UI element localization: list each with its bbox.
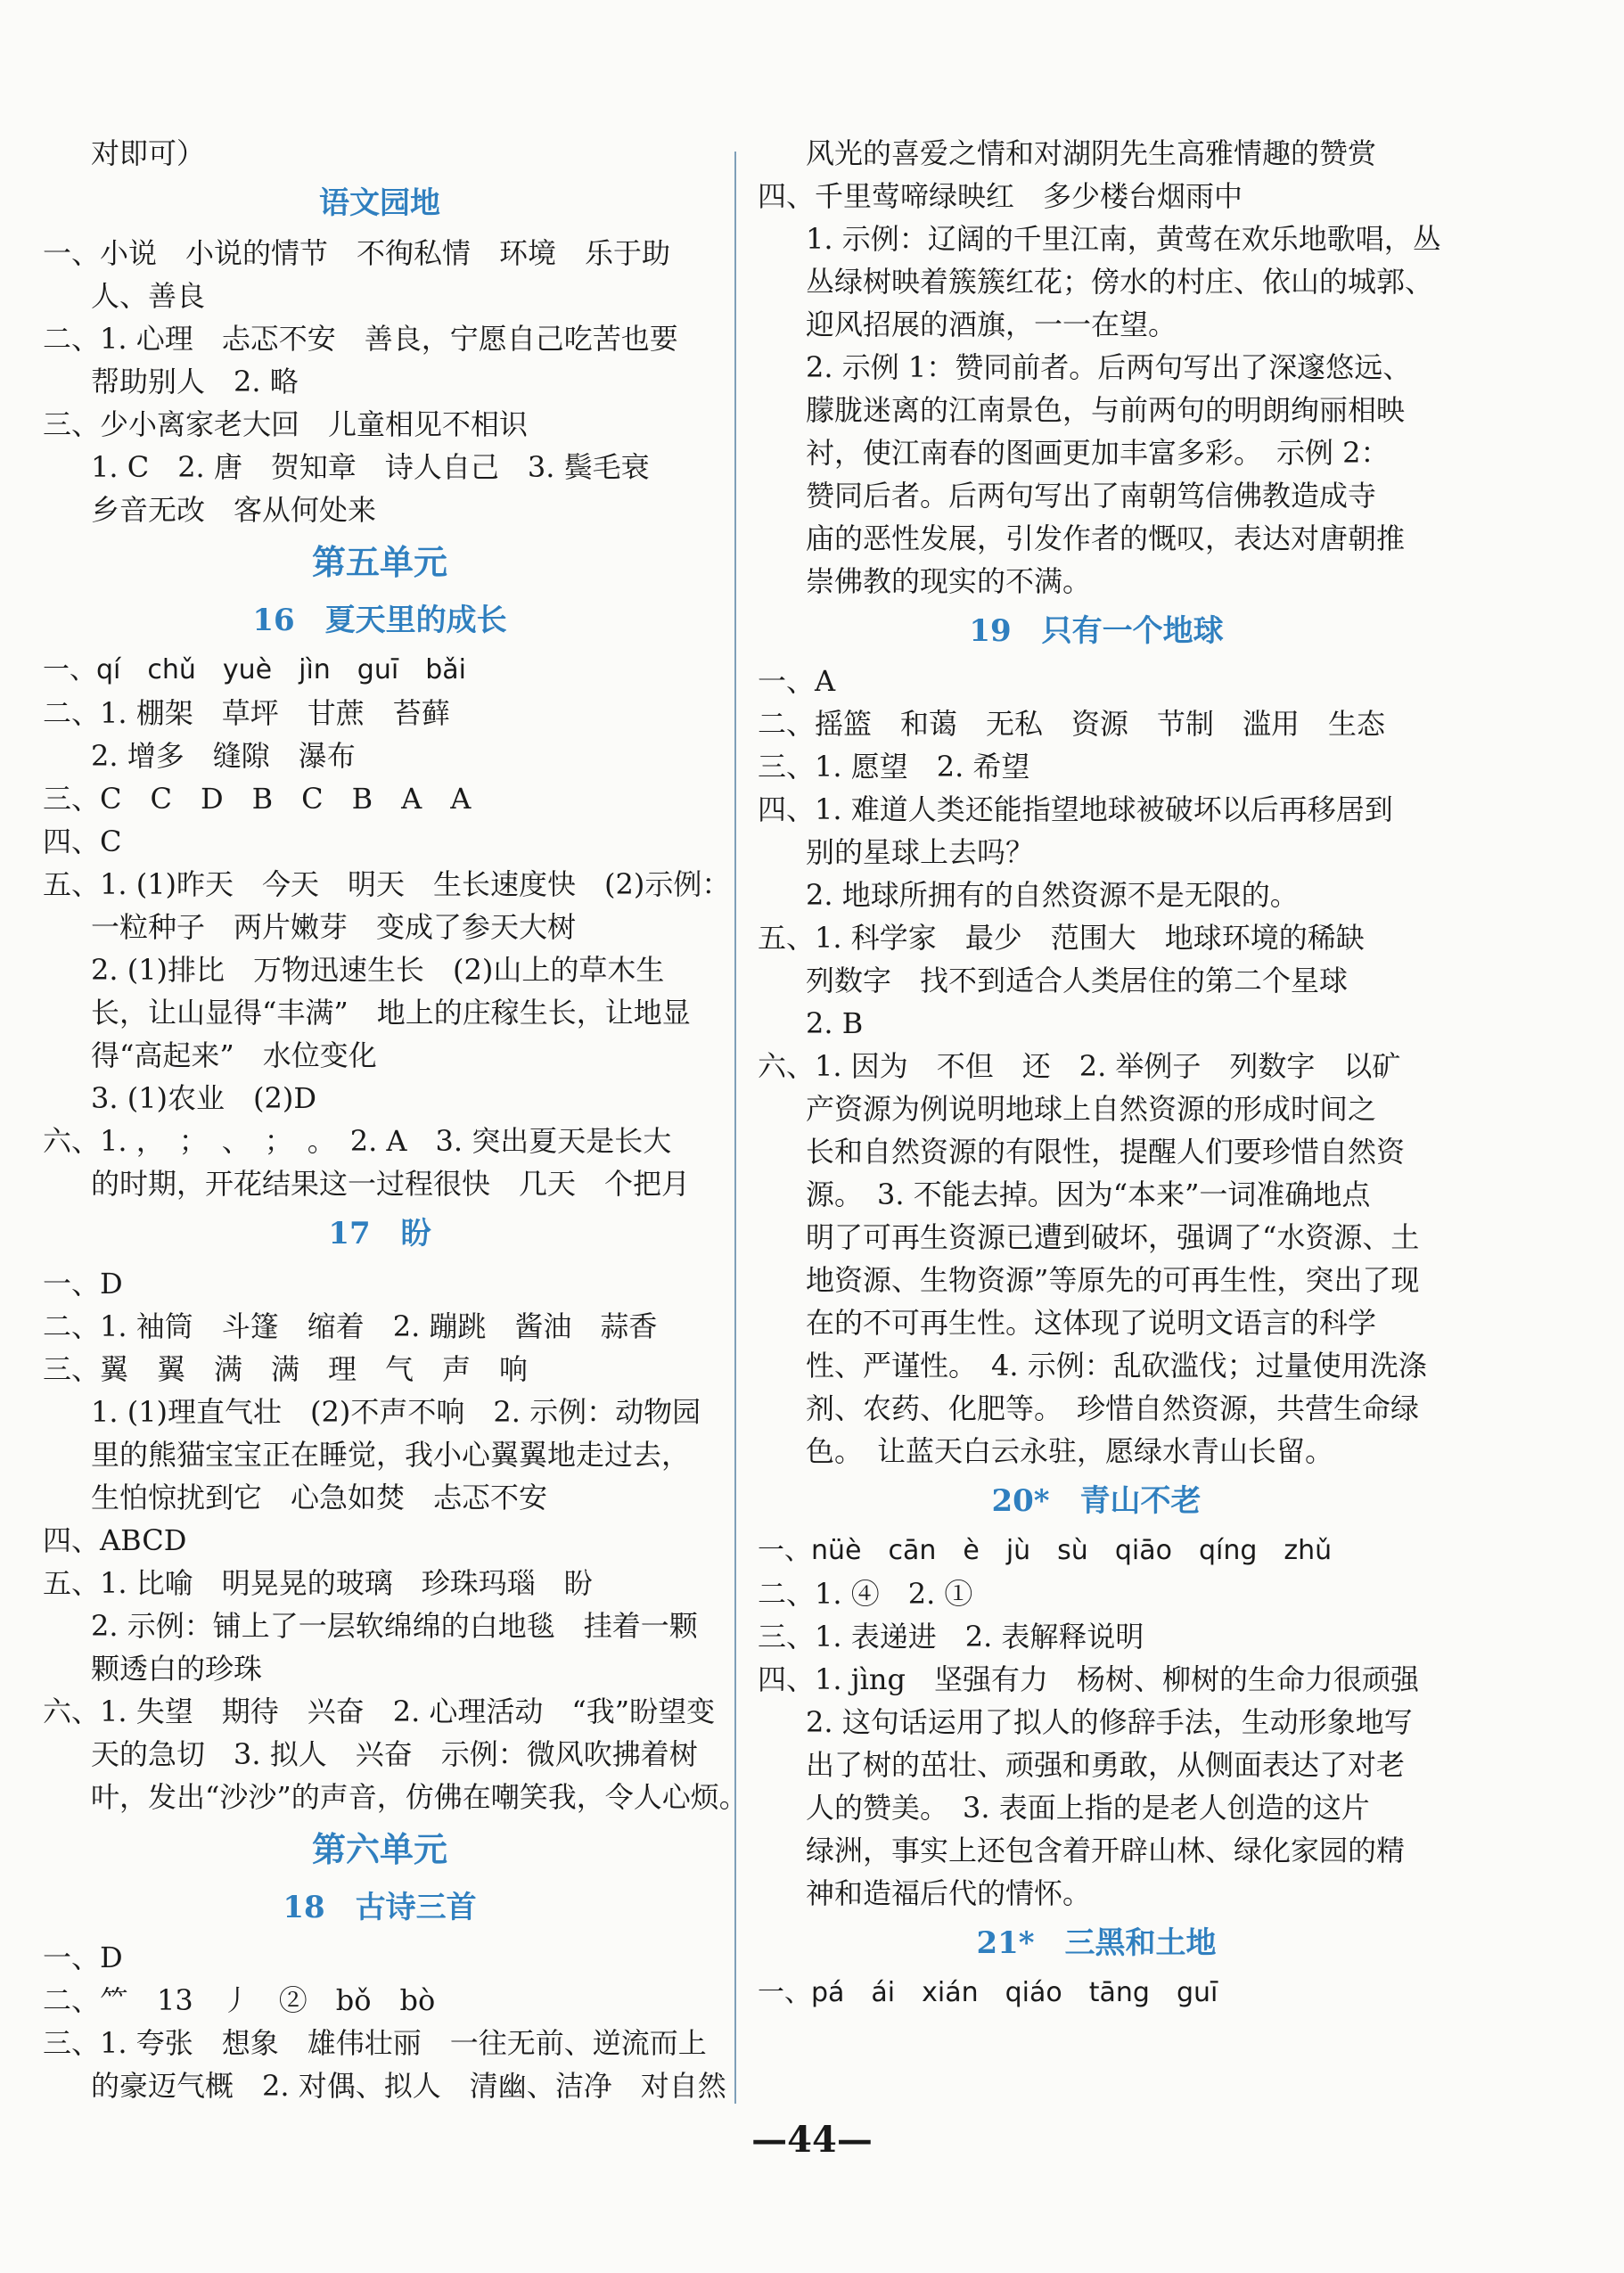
answer-line: 性、严谨性。 4. 示例：乱砍滥伐；过量使用洗涤 xyxy=(806,1349,1427,1383)
answer-line: 色。 让蓝天白云永驻，愿绿水青山长留。 xyxy=(806,1434,1334,1468)
unit-heading: 第六单元 xyxy=(311,1829,447,1869)
answer-line: 一粒种子 两片嫩芽 变成了参天大树 xyxy=(91,910,577,944)
column-divider xyxy=(734,152,736,2104)
answer-line: 出了树的茁壮、顽强和勇敢，从侧面表达了对老 xyxy=(806,1748,1406,1782)
answer-line: 2. 示例 1：赞同前者。后两句写出了深邃悠远、 xyxy=(806,350,1412,384)
answer-line: 乡音无改 客从何处来 xyxy=(91,493,377,527)
answer-line: 在的不可再生性。这体现了说明文语言的科学 xyxy=(806,1306,1377,1340)
answer-line: 朦胧迷离的江南景色，与前两句的明朗绚丽相映 xyxy=(806,393,1406,427)
answer-line: 一、qí chǔ yuè jìn guī bǎi xyxy=(43,654,466,685)
answer-line: 二、⺮ 13 丿 ② bǒ bò xyxy=(43,1983,436,2017)
answer-line: 赞同后者。后两句写出了南朝笃信佛教造成寺 xyxy=(806,479,1377,513)
answer-line: 丛绿树映着簇簇红花；傍水的村庄、依山的城郭、 xyxy=(806,265,1434,299)
answer-line: 绿洲，事实上还包含着开辟山林、绿化家园的精 xyxy=(806,1834,1406,1867)
answer-line: 三、翼 翼 满 满 理 气 声 响 xyxy=(43,1352,529,1386)
page-number: —44— xyxy=(751,2119,873,2161)
answer-line: 对即可） xyxy=(91,136,206,170)
answer-line: 天的急切 3. 拟人 兴奋 示例：微风吹拂着树 xyxy=(91,1737,698,1771)
answer-line: 五、1. 科学家 最少 范围大 地球环境的稀缺 xyxy=(758,921,1365,955)
answer-line: 二、摇篮 和蔼 无私 资源 节制 滥用 生态 xyxy=(758,707,1386,741)
answer-line: 五、1. 比喻 明晃晃的玻璃 珍珠玛瑙 盼 xyxy=(43,1566,593,1600)
answer-line: 2. 地球所拥有的自然资源不是无限的。 xyxy=(806,878,1299,912)
answer-line: 二、1. 袖筒 斗篷 缩着 2. 蹦跳 酱油 蒜香 xyxy=(43,1309,658,1343)
answer-line: 得“高起来” 水位变化 xyxy=(91,1038,377,1072)
answer-line: 产资源为例说明地球上自然资源的形成时间之 xyxy=(806,1092,1377,1126)
answer-line: 一、D xyxy=(43,1267,123,1301)
answer-line: 2. 示例：铺上了一层软绵绵的白地毯 挂着一颗 xyxy=(91,1609,698,1643)
right-column xyxy=(758,132,1441,2015)
answer-line: 三、少小离家老大回 儿童相见不相识 xyxy=(43,407,529,441)
unit-heading: 第五单元 xyxy=(311,542,447,582)
section-heading: 18 古诗三首 xyxy=(283,1890,477,1925)
answer-line: 四、1. jìng 坚强有力 杨树、柳树的生命力很顽强 xyxy=(758,1662,1419,1696)
answer-line: 人、善良 xyxy=(91,279,206,313)
answer-line: 一、D xyxy=(43,1941,123,1974)
answer-line: 三、1. 愿望 2. 希望 xyxy=(758,750,1030,784)
answer-line: 的豪迈气概 2. 对偶、拟人 清幽、洁净 对自然 xyxy=(91,2069,726,2103)
answer-line: 六、1. 因为 不但 还 2. 举例子 列数字 以矿 xyxy=(758,1049,1401,1083)
answer-line: 四、1. 难道人类还能指望地球被破坏以后再移居到 xyxy=(758,792,1393,826)
section-heading: 19 只有一个地球 xyxy=(969,613,1224,649)
answer-line: 里的熊猫宝宝正在睡觉，我小心翼翼地走过去， xyxy=(91,1438,691,1472)
left-column xyxy=(43,132,748,2107)
answer-line: 一、A xyxy=(758,664,836,698)
answer-line: 1. 示例：辽阔的千里江南，黄莺在欢乐地歌唱，丛 xyxy=(806,222,1441,256)
answer-line: 帮助别人 2. 略 xyxy=(91,365,299,398)
answer-line: 四、ABCD xyxy=(43,1523,187,1557)
answer-line: 颗透白的珍珠 xyxy=(91,1652,263,1686)
answer-line: 庙的恶性发展，引发作者的慨叹，表达对唐朝推 xyxy=(806,521,1406,555)
answer-line: 长，让山显得“丰满” 地上的庄稼生长，让地显 xyxy=(91,996,691,1030)
answer-line: 一、nüè cān è jù sù qiāo qíng zhǔ xyxy=(758,1535,1333,1566)
answer-line: 2. (1)排比 万物迅速生长 (2)山上的草木生 xyxy=(91,953,665,987)
answer-line: 五、1. (1)昨天 今天 明天 生长速度快 (2)示例： xyxy=(43,867,731,901)
answer-line: 六、1. 失望 期待 兴奋 2. 心理活动 “我”盼望变 xyxy=(43,1694,716,1728)
answer-line: 列数字 找不到适合人类居住的第二个星球 xyxy=(806,964,1349,997)
answer-line: 3. (1)农业 (2)D xyxy=(91,1081,317,1115)
answer-line: 一、小说 小说的情节 不徇私情 环境 乐于助 xyxy=(43,236,671,270)
answer-line: 六、1. ， ； 、 ； 。 2. A 3. 突出夏天是长大 xyxy=(43,1124,672,1158)
answer-line: 生怕惊扰到它 心急如焚 忐忑不安 xyxy=(91,1481,548,1514)
answer-line: 二、1. 心理 忐忑不安 善良，宁愿自己吃苦也要 xyxy=(43,322,678,356)
answer-line: 二、1. 棚架 草坪 甘蔗 苔藓 xyxy=(43,696,450,730)
answer-line: 四、千里莺啼绿映红 多少楼台烟雨中 xyxy=(758,179,1243,213)
answer-line: 迎风招展的酒旗，一一在望。 xyxy=(806,308,1177,341)
answer-line: 三、1. 夸张 想象 雄伟壮丽 一往无前、逆流而上 xyxy=(43,2026,707,2060)
answer-line: 2. 增多 缝隙 瀑布 xyxy=(91,739,356,773)
answer-line: 的时期，开花结果这一过程很快 几天 个把月 xyxy=(91,1167,691,1201)
answer-line: 长和自然资源的有限性，提醒人们要珍惜自然资 xyxy=(806,1135,1406,1169)
section-heading: 语文园地 xyxy=(319,185,440,221)
section-heading: 20* 青山不老 xyxy=(991,1483,1202,1519)
answer-line: 人的赞美。 3. 表面上指的是老人创造的这片 xyxy=(806,1791,1370,1825)
answer-line: 衬，使江南春的图画更加丰富多彩。 示例 2： xyxy=(806,436,1390,470)
answer-line: 别的星球上去吗？ xyxy=(806,835,1035,869)
answer-line: 三、1. 表递进 2. 表解释说明 xyxy=(758,1620,1144,1653)
section-heading: 16 夏天里的成长 xyxy=(252,603,507,638)
answer-line: 2. B xyxy=(806,1006,864,1040)
answer-line: 源。 3. 不能去掉。因为“本来”一词准确地点 xyxy=(806,1178,1371,1211)
answer-line: 叶，发出“沙沙”的声音，仿佛在嘲笑我，令人心烦。 xyxy=(91,1780,748,1814)
answer-line: 1. C 2. 唐 贺知章 诗人自己 3. 鬓毛衰 xyxy=(91,450,650,484)
answer-line: 一、pá ái xián qiáo tāng guī xyxy=(758,1977,1218,2008)
answer-line: 神和造福后代的情怀。 xyxy=(806,1876,1092,1910)
answer-line: 二、1. ④ 2. ① xyxy=(758,1577,973,1611)
answer-line: 风光的喜爱之情和对湖阴先生高雅情趣的赞赏 xyxy=(806,136,1377,170)
section-heading: 21* 三黑和土地 xyxy=(976,1925,1217,1961)
answer-line: 剂、农药、化肥等。 珍惜自然资源，共营生命绿 xyxy=(806,1391,1420,1425)
answer-line: 地资源、生物资源”等原先的可再生性，突出了现 xyxy=(806,1263,1420,1297)
answer-line: 四、C xyxy=(43,825,122,858)
answer-line: 崇佛教的现实的不满。 xyxy=(806,564,1092,598)
answer-line: 三、C C D B C B A A xyxy=(43,782,472,816)
answer-line: 1. (1)理直气壮 (2)不声不响 2. 示例：动物园 xyxy=(91,1395,701,1429)
answer-line: 2. 这句话运用了拟人的修辞手法，生动形象地写 xyxy=(806,1705,1413,1739)
section-heading: 17 盼 xyxy=(328,1216,431,1251)
answer-line: 明了可再生资源已遭到破坏，强调了“水资源、土 xyxy=(806,1220,1420,1254)
